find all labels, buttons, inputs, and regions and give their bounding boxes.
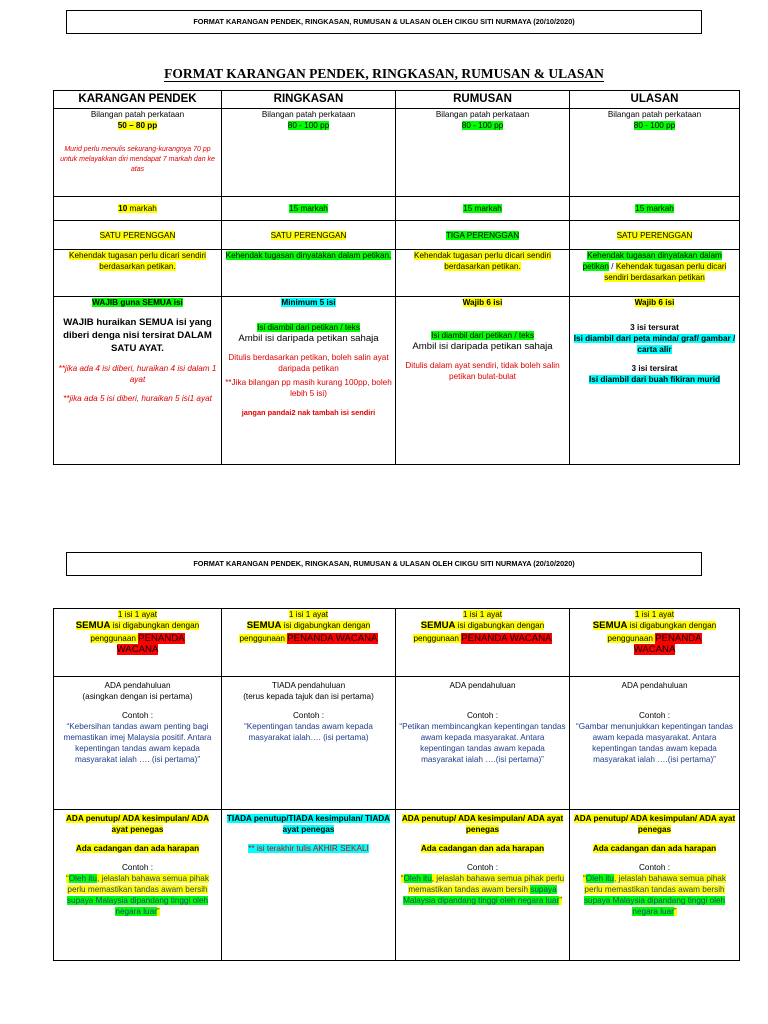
col-header-ulasan: ULASAN	[570, 91, 740, 109]
kp-sentence: 1 isi 1 ayat SEMUA isi digabungkan dengan penggunaan PENANDA WACANA	[54, 609, 222, 677]
ringkasan-closing: TIADA penutup/TIADA kesimpulan/ TIADA ayat penegas ** isi terakhir tulis AKHIR SEKALI	[222, 810, 396, 961]
table-header-row	[54, 91, 740, 109]
rumusan-word-count: Bilangan patah perkataan 80 - 100 pp	[396, 109, 570, 197]
ringkasan-requirement: Kehendak tugasan dinyatakan dalam petikan.	[222, 250, 396, 297]
col-header-karangan-pendek: KARANGAN PENDEK	[54, 91, 222, 109]
ulasan-intro: ADA pendahuluan Contoh : “Gambar menunjukkan kepentingan tandas awam kepada masyarakat. Antara kepentingan tandas awam kepada masyarakat ialah ….(isi pertama)”	[570, 677, 740, 810]
rumusan-closing: ADA penutup/ ADA kesimpulan/ ADA ayat penegas Ada cadangan dan ada harapan Contoh : “Oleh itu, jelaslah bahawa semua pihak perlu memastikan tandas awam bersih supaya Malaysia dipandang tinggi oleh negara luar”	[396, 810, 570, 961]
sentence-row	[54, 609, 740, 677]
kp-note: Murid perlu menulis sekurang-kurangnya 70 pp untuk melayakkan diri mendapat 7 markah dan ke atas	[60, 146, 215, 173]
rumusan-isi: Wajib 6 isi Isi diambil dari petikan / teks Ambil isi daripada petikan sahaja Ditulis dalam ayat sendiri, tidak boleh salin petikan bulat-bulat	[396, 297, 570, 465]
ulasan-word-count: Bilangan patah perkataan 80 - 100 pp	[570, 109, 740, 197]
ulasan-marks: 15 markah	[570, 197, 740, 221]
kp-isi: WAJIB guna SEMUA isi WAJIB huraikan SEMUA isi yang diberi denga nisi tersirat DALAM SATU AYAT. **jika ada 4 isi diberi, huraikan 4 isi dalam 1 ayat **jika ada 5 isi diberi, huraikan 5 isi1 ayat	[54, 297, 222, 465]
paragraph-row	[54, 221, 740, 250]
format-table-2	[53, 608, 740, 961]
format-table	[53, 90, 740, 465]
rumusan-sentence: 1 isi 1 ayat SEMUA isi digabungkan dengan penggunaan PENANDA WACANA	[396, 609, 570, 677]
page-title: FORMAT KARANGAN PENDEK, RINGKASAN, RUMUSAN & ULASAN	[164, 66, 604, 81]
kp-marks: 10 markah	[54, 197, 222, 221]
col-header-ringkasan: RINGKASAN	[222, 91, 396, 109]
ulasan-requirement: Kehendak tugasan dinyatakan dalam petikan / Kehendak tugasan perlu dicari sendiri berdasarkan petikan	[570, 250, 740, 297]
rumusan-requirement: Kehendak tugasan perlu dicari sendiri berdasarkan petikan.	[396, 250, 570, 297]
col-header-rumusan: RUMUSAN	[396, 91, 570, 109]
kp-requirement: Kehendak tugasan perlu dicari sendiri berdasarkan petikan.	[54, 250, 222, 297]
header-box: FORMAT KARANGAN PENDEK, RINGKASAN, RUMUSAN & ULASAN OLEH CIKGU SITI NURMAYA (20/10/2020)	[66, 10, 702, 34]
isi-row	[54, 297, 740, 465]
word-count-row	[54, 109, 740, 197]
ulasan-paragraphs: SATU PERENGGAN	[570, 221, 740, 250]
requirement-row	[54, 250, 740, 297]
ringkasan-paragraphs: SATU PERENGGAN	[222, 221, 396, 250]
ulasan-closing: ADA penutup/ ADA kesimpulan/ ADA ayat penegas Ada cadangan dan ada harapan Contoh : “Oleh itu, jelaslah bahawa semua pihak perlu memastikan tandas awam bersih supaya Malaysia dipandang tinggi oleh negara luar”	[570, 810, 740, 961]
intro-row	[54, 677, 740, 810]
ulasan-isi: Wajib 6 isi 3 isi tersurat Isi diambil dari peta minda/ graf/ gambar / carta alir 3 isi tersirat Isi diambil dari buah fikiran murid	[570, 297, 740, 465]
header-box-2: FORMAT KARANGAN PENDEK, RINGKASAN, RUMUSAN & ULASAN OLEH CIKGU SITI NURMAYA (20/10/2020)	[66, 552, 702, 576]
ulasan-sentence: 1 isi 1 ayat SEMUA isi digabungkan dengan penggunaan PENANDA WACANA	[570, 609, 740, 677]
ringkasan-isi: Minimum 5 isi Isi diambil dari petikan / teks Ambil isi daripada petikan sahaja Ditulis berdasarkan petikan, boleh salin ayat daripada petikan **Jika bilangan pp masih kurang 100pp, boleh lebih 5 isi) jangan pandai2 nak tambah isi sendiri	[222, 297, 396, 465]
rumusan-marks: 15 markah	[396, 197, 570, 221]
closing-row	[54, 810, 740, 961]
ringkasan-marks: 15 markah	[222, 197, 396, 221]
rumusan-paragraphs: TIGA PERENGGAN	[396, 221, 570, 250]
kp-intro: ADA pendahuluan (asingkan dengan isi pertama) Contoh : “Kebersihan tandas awam penting bagi memastikan imej Malaysia positif. Antara kepentingan tandas awam kepada masyarakat ialah …. (isi pertama)”	[54, 677, 222, 810]
ringkasan-intro: TIADA pendahuluan (terus kepada tajuk dan isi pertama) Contoh : “Kepentingan tandas awam kepada masyarakat ialah…. (isi pertama)	[222, 677, 396, 810]
ringkasan-word-count: Bilangan patah perkataan 80 - 100 pp	[222, 109, 396, 197]
marks-row	[54, 197, 740, 221]
kp-word-count: Bilangan patah perkataan 50 – 80 pp Murid perlu menulis sekurang-kurangnya 70 pp untuk melayakkan diri mendapat 7 markah dan ke atas	[54, 109, 222, 197]
kp-paragraphs: SATU PERENGGAN	[54, 221, 222, 250]
rumusan-intro: ADA pendahuluan Contoh : “Petikan membincangkan kepentingan tandas awam kepada masyarakat. Antara kepentingan tandas awam kepada masyarakat ialah ….(isi pertama)”	[396, 677, 570, 810]
kp-closing: ADA penutup/ ADA kesimpulan/ ADA ayat penegas Ada cadangan dan ada harapan Contoh : “Oleh itu, jelaslah bahawa semua pihak perlu memastikan tandas awam bersih supaya Malaysia dipandang tinggi oleh negara luar”	[54, 810, 222, 961]
ringkasan-sentence: 1 isi 1 ayat SEMUA isi digabungkan dengan penggunaan PENANDA WACANA	[222, 609, 396, 677]
